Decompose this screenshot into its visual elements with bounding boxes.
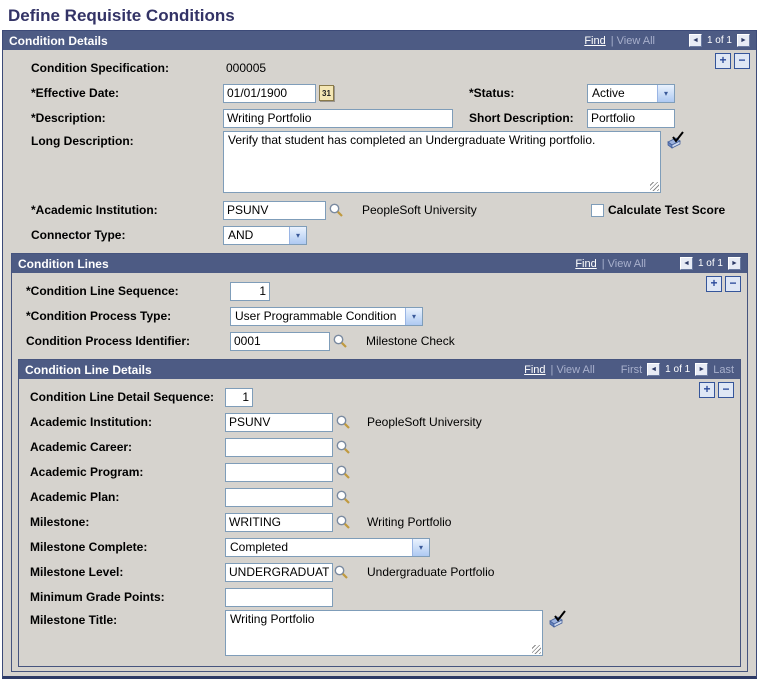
- view-all-link[interactable]: | View All: [601, 257, 646, 270]
- connector-type-value: AND: [228, 228, 254, 242]
- condition-line-detail-sequence-label: Condition Line Detail Sequence:: [30, 390, 215, 404]
- effective-date-row: [11, 81, 748, 105]
- milestone-complete-row: [25, 535, 734, 559]
- page-title: Define Requisite Conditions: [8, 6, 235, 25]
- condition-lines-body: [12, 273, 747, 671]
- condition-lines-title: Condition Lines: [18, 256, 109, 271]
- next-row-icon[interactable]: ►: [695, 363, 708, 376]
- status-label: *Status:: [469, 86, 515, 100]
- academic-institution-label: *Academic Institution:: [31, 203, 158, 217]
- connector-type-row: [11, 223, 748, 247]
- condition-specification-value: 000005: [226, 61, 267, 75]
- academic-institution-related: PeopleSoft University: [362, 203, 477, 217]
- lookup-icon[interactable]: [333, 564, 349, 580]
- lookup-icon[interactable]: [335, 514, 351, 530]
- milestone-level-row: [25, 560, 734, 584]
- calculate-test-score-label: Calculate Test Score: [608, 203, 726, 217]
- lookup-icon[interactable]: [328, 202, 344, 218]
- condition-line-sequence-label: *Condition Line Sequence:: [26, 284, 179, 298]
- short-description-input[interactable]: [587, 109, 675, 128]
- minimum-grade-points-label: Minimum Grade Points:: [30, 590, 165, 604]
- academic-institution-input[interactable]: [225, 413, 333, 432]
- lookup-icon[interactable]: [335, 464, 351, 480]
- condition-process-identifier-input[interactable]: [230, 332, 330, 351]
- delete-row-button[interactable]: −: [718, 382, 734, 398]
- add-row-button[interactable]: +: [699, 382, 715, 398]
- academic-career-row: [25, 435, 734, 459]
- last-link[interactable]: Last: [713, 363, 734, 376]
- condition-details-title: Condition Details: [9, 33, 108, 48]
- condition-line-sequence-row: [18, 279, 741, 303]
- milestone-level-label: Milestone Level:: [30, 565, 124, 579]
- description-row: [11, 106, 748, 130]
- academic-plan-label: Academic Plan:: [30, 490, 120, 504]
- status-value: Active: [592, 86, 625, 100]
- condition-process-identifier-related: Milestone Check: [366, 334, 455, 348]
- row-counter: 1 of 1: [665, 364, 691, 375]
- academic-program-input[interactable]: [225, 463, 333, 482]
- chevron-down-icon[interactable]: ▾: [657, 85, 674, 102]
- academic-career-input[interactable]: [225, 438, 333, 457]
- condition-process-type-label: *Condition Process Type:: [26, 309, 172, 323]
- condition-process-identifier-label: Condition Process Identifier:: [26, 334, 191, 348]
- lookup-icon[interactable]: [335, 439, 351, 455]
- academic-plan-input[interactable]: [225, 488, 333, 507]
- prev-row-icon[interactable]: ◄: [680, 257, 693, 270]
- milestone-complete-select[interactable]: [225, 538, 430, 557]
- condition-process-type-row: [18, 304, 741, 328]
- prev-row-icon[interactable]: ◄: [647, 363, 660, 376]
- milestone-complete-value: Completed: [230, 540, 289, 554]
- spell-check-icon[interactable]: [547, 610, 567, 630]
- condition-line-detail-sequence-input[interactable]: [225, 388, 253, 407]
- delete-row-button[interactable]: −: [734, 53, 750, 69]
- condition-specification-row: [11, 56, 748, 80]
- minimum-grade-points-input[interactable]: [225, 588, 333, 607]
- condition-line-details-title: Condition Line Details: [25, 362, 152, 377]
- find-link[interactable]: Find: [524, 363, 546, 376]
- next-row-icon[interactable]: ►: [728, 257, 741, 270]
- academic-institution-related: PeopleSoft University: [367, 415, 482, 429]
- view-all-link[interactable]: | View All: [610, 34, 655, 47]
- condition-process-type-value: User Programmable Condition: [235, 309, 397, 323]
- milestone-title-row: [25, 610, 734, 660]
- connector-type-label: Connector Type:: [31, 228, 126, 242]
- academic-program-label: Academic Program:: [30, 465, 144, 479]
- lookup-icon[interactable]: [335, 489, 351, 505]
- milestone-input[interactable]: [225, 513, 333, 532]
- minimum-grade-points-row: [25, 585, 734, 609]
- status-select[interactable]: [587, 84, 675, 103]
- milestone-complete-label: Milestone Complete:: [30, 540, 148, 554]
- condition-line-detail-sequence-row: [25, 385, 734, 409]
- calendar-icon[interactable]: 31: [319, 85, 334, 101]
- next-row-icon[interactable]: ►: [737, 34, 750, 47]
- academic-institution-row: [11, 198, 748, 222]
- condition-lines-section: [11, 253, 748, 672]
- row-counter: 1 of 1: [706, 35, 732, 46]
- prev-row-icon[interactable]: ◄: [689, 34, 702, 47]
- condition-specification-label: Condition Specification:: [31, 61, 169, 75]
- chevron-down-icon[interactable]: ▾: [405, 308, 422, 325]
- milestone-related: Writing Portfolio: [367, 515, 452, 529]
- milestone-level-related: Undergraduate Portfolio: [367, 565, 495, 579]
- academic-program-row: [25, 460, 734, 484]
- calculate-test-score-checkbox[interactable]: [591, 204, 604, 217]
- resize-grip-icon[interactable]: [650, 182, 659, 191]
- find-link[interactable]: Find: [575, 257, 597, 270]
- cld-academic-institution-row: [25, 410, 734, 434]
- condition-process-identifier-row: [18, 329, 741, 353]
- milestone-title-label: Milestone Title:: [30, 613, 118, 627]
- condition-details-body: [3, 50, 756, 676]
- academic-plan-row: [25, 485, 734, 509]
- academic-institution-input[interactable]: [223, 201, 326, 220]
- long-description-textarea[interactable]: [223, 131, 661, 193]
- chevron-down-icon[interactable]: ▾: [289, 227, 306, 244]
- milestone-title-textarea[interactable]: [225, 610, 543, 656]
- condition-process-type-select[interactable]: [230, 307, 423, 326]
- milestone-row: [25, 510, 734, 534]
- description-input[interactable]: [223, 109, 453, 128]
- add-row-button[interactable]: +: [715, 53, 731, 69]
- lookup-icon[interactable]: [332, 333, 348, 349]
- description-label: *Description:: [31, 111, 106, 125]
- condition-details-section: [2, 30, 757, 679]
- condition-line-details-section: [18, 359, 741, 667]
- view-all-link[interactable]: | View All: [550, 363, 595, 376]
- add-row-button[interactable]: +: [706, 276, 722, 292]
- long-description-row: [11, 131, 748, 197]
- spell-check-icon[interactable]: [665, 131, 685, 151]
- delete-row-button[interactable]: −: [725, 276, 741, 292]
- condition-line-sequence-input[interactable]: [230, 282, 270, 301]
- condition-details-header: [3, 31, 756, 50]
- condition-lines-header: [12, 254, 747, 273]
- first-link[interactable]: First: [620, 363, 643, 376]
- academic-career-label: Academic Career:: [30, 440, 133, 454]
- connector-type-select[interactable]: [223, 226, 307, 245]
- condition-line-details-body: [19, 379, 740, 666]
- resize-grip-icon[interactable]: [532, 645, 541, 654]
- lookup-icon[interactable]: [335, 414, 351, 430]
- short-description-label: Short Description:: [469, 111, 574, 125]
- academic-institution-label: Academic Institution:: [30, 415, 153, 429]
- condition-line-details-header: [19, 360, 740, 379]
- chevron-down-icon[interactable]: ▾: [412, 539, 429, 556]
- effective-date-label: *Effective Date:: [31, 86, 120, 100]
- long-description-label: Long Description:: [31, 134, 134, 148]
- row-counter: 1 of 1: [697, 258, 723, 269]
- milestone-level-input[interactable]: [225, 563, 333, 582]
- effective-date-input[interactable]: [223, 84, 316, 103]
- milestone-label: Milestone:: [30, 515, 90, 529]
- find-link[interactable]: Find: [584, 34, 606, 47]
